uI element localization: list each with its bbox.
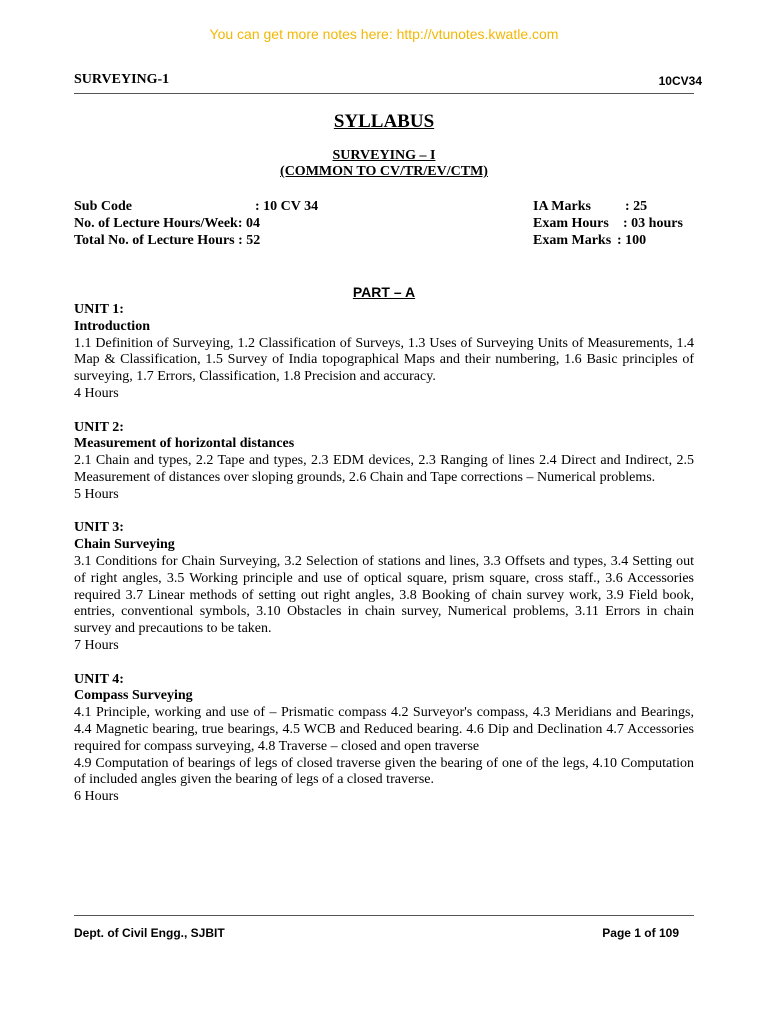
footer-page-number: Page 1 of 109 [602,926,679,940]
header-course-title: SURVEYING-1 [74,72,170,87]
subtitle [0,148,768,180]
info-row-ia-marks [533,198,713,215]
info-row-lecture-hours-week [74,215,474,232]
info-row-total-lecture-hours [74,232,474,249]
info-value: : 03 hours [623,216,683,231]
unit-description: 2.1 Chain and types, 2.2 Tape and types, 2.3 EDM devices, 2.3 Ranging of lines 2.4 Direct and Indirect, 2.5 Measurement of distances over sloping grounds, 2.6 Chain and Tape corrections – Numerical problems. [74,453,694,485]
info-label: Exam Hours [533,216,609,231]
footer-divider [74,915,694,916]
unit-list [74,302,694,823]
info-value: : 10 CV 34 [255,199,319,214]
unit-4 [74,672,694,806]
unit-hours: 6 Hours [74,789,119,805]
info-row-exam-marks [533,232,713,249]
unit-description: 4.1 Principle, working and use of – Prismatic compass 4.2 Surveyor's compass, 4.3 Meridians and Bearings, 4.4 Magnetic bearing, true bearings, 4.5 WCB and Reduced bearing. 4.6 Dip and Declination 4.7 Accessories required for compass surveying, 4.8 Traverse – closed and open traverse [74,705,694,754]
unit-title: UNIT 4: [74,671,124,687]
unit-description: 4.9 Computation of bearings of legs of closed traverse given the bearing of one of the legs, 4.10 Computation of included angles given the bearing of legs of a closed traverse. [74,755,694,788]
unit-heading: Introduction [74,318,150,334]
unit-title: UNIT 1: [74,302,124,317]
unit-1 [74,302,694,403]
subtitle-line-1: SURVEYING – I [332,148,436,163]
unit-description: 1.1 Definition of Surveying, 1.2 Classification of Surveys, 1.3 Uses of Surveying Units of Measurements, 1.4 Map & Classification, 1.5 Survey of India topographical Maps and their numbering, 1.6 Basic principles of surveying, 1.7 Errors, Classification, 1.8 Precision and accuracy. [74,335,694,385]
info-label: Exam Marks [533,233,612,248]
promo-notes-link[interactable]: You can get more notes here: http://vtunotes.kwatle.com [209,26,559,42]
info-label: Sub Code [74,199,132,214]
info-row-exam-hours [533,215,713,232]
part-heading: PART – A [352,284,416,300]
unit-hours: 7 Hours [74,637,119,653]
course-info-right [533,198,713,249]
info-row-sub-code [74,198,474,215]
unit-title: UNIT 2: [74,419,124,435]
header-divider [74,93,694,94]
unit-3 [74,520,694,654]
unit-description: 3.1 Conditions for Chain Surveying, 3.2 Selection of stations and lines, 3.3 Offsets and types, 3.4 Setting out of right angles, 3.5 Working principle and use of optical square, prism square, cross staff., 3.6 Accessories required 3.7 Linear methods of setting out right angles, 3.8 Booking of chain survey work, 3.9 Field book, entries, conventional symbols, 3.10 Obstacles in chain survey, Numerical problems, 3.11 Errors in chain survey and precautions to be taken. [74,553,694,637]
unit-2 [74,420,694,504]
unit-title: UNIT 3: [74,520,124,536]
page-title: SYLLABUS [333,111,435,132]
info-label: No. of Lecture Hours/Week: 04 [74,216,260,231]
info-value: : 25 [625,199,648,214]
header-course-code: 10CV34 [658,74,702,88]
unit-heading: Chain Surveying [74,537,175,553]
info-label: Total No. of Lecture Hours : 52 [74,233,261,248]
footer-department: Dept. of Civil Engg., SJBIT [74,926,225,940]
course-info-left [74,198,474,249]
subtitle-line-2: (COMMON TO CV/TR/EV/CTM) [280,164,488,179]
unit-hours: 4 Hours [74,385,119,401]
unit-hours: 5 Hours [74,486,119,502]
info-label: IA Marks [533,199,591,214]
info-value: : 100 [617,233,647,248]
unit-heading: Measurement of horizontal distances [74,436,295,452]
unit-heading: Compass Surveying [74,688,193,704]
